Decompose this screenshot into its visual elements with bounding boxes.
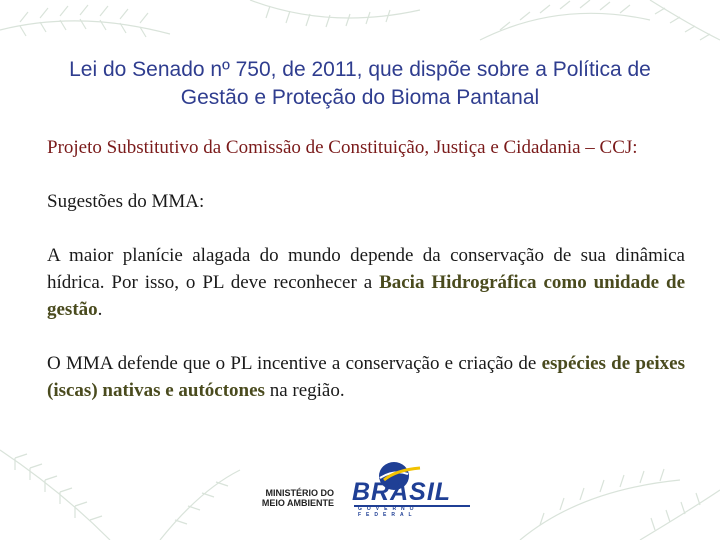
ministerio-logo bbox=[248, 488, 334, 508]
paragraph-text: . bbox=[97, 299, 103, 320]
paragraph-watershed bbox=[47, 242, 685, 323]
fern-decoration-top bbox=[0, 0, 720, 60]
slide-content bbox=[47, 134, 685, 404]
paragraph-text: A maior planície alagada do mundo depende da conservação de sua dinâmica hídrica. Por isso, o PL deve reconhecer a bbox=[47, 245, 685, 293]
paragraph-text: na região. bbox=[264, 380, 345, 401]
slide-title: Lei do Senado nº 750, de 2011, que dispõe sobre a Política de Gestão e Proteção do Bioma Pantanal bbox=[69, 58, 651, 109]
highlight-text: Bacia Hidrográfica como unidade de gestão bbox=[47, 272, 685, 320]
highlight-text: espécies de peixes (iscas) nativas e autóctones bbox=[47, 353, 685, 401]
paragraph-fish-species bbox=[47, 350, 685, 404]
section-heading: Sugestões do MMA: bbox=[47, 191, 205, 212]
brasil-logo-text: BRASIL bbox=[352, 478, 452, 506]
ministerio-line2: MEIO AMBIENTE bbox=[261, 498, 334, 508]
footer-logos bbox=[240, 458, 500, 518]
paragraph-text: O MMA defende que o PL incentive a conservação e criação de bbox=[47, 353, 542, 374]
intro-text: Projeto Substitutivo da Comissão de Constituição, Justiça e Cidadania – CCJ: bbox=[47, 137, 638, 158]
ministerio-line1: MINISTÉRIO DO bbox=[265, 488, 334, 498]
governo-federal-text: GOVERNO FEDERAL bbox=[358, 506, 419, 518]
